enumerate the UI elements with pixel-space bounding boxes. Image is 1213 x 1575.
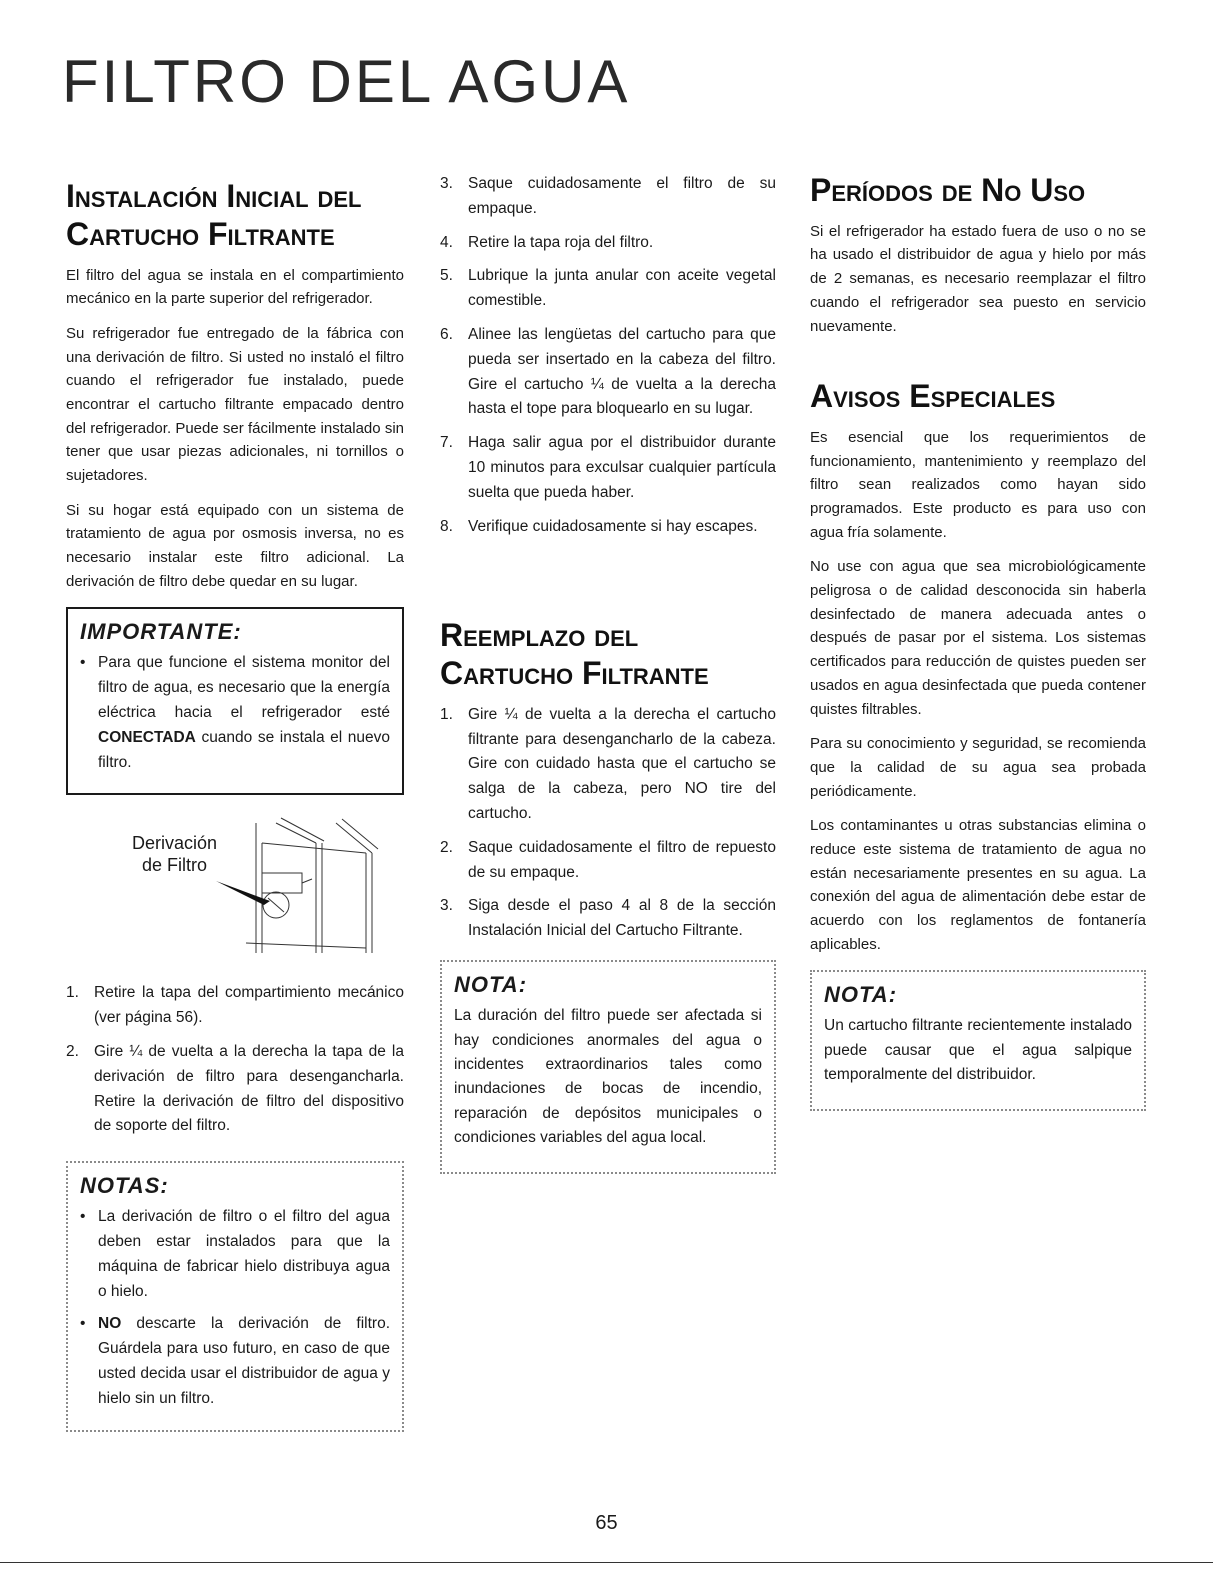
important-title: IMPORTANTE: <box>80 619 242 645</box>
bullet-icon: • <box>80 1208 86 1226</box>
notas-title: NOTAS: <box>80 1173 169 1199</box>
important-bold: CONECTADA <box>98 728 196 746</box>
paragraph: Es esencial que los requerimientos de funcionamiento, mantenimiento y reemplazo del filtro sean realizados como hayan sido programados. Este producto es para uso con agua fría solamente. <box>810 428 1146 541</box>
nota-title: NOTA: <box>454 972 528 998</box>
nota-text: La duración del filtro puede ser afectada si hay condiciones anormales del agua o incidentes extraordinarios tales como inundaciones de bocas de incendio, reparación de depósitos municipales o condiciones variables del agua local. <box>454 1007 762 1147</box>
paragraph: Si su hogar está equipado con un sistema de tratamiento de agua por osmosis inversa, no es necesario instalar este filtro adicional. La derivación de filtro debe quedar en su lugar. <box>66 501 404 590</box>
important-text-post: cuando se instala el nuevo filtro. <box>98 728 390 771</box>
installation-steps-1 <box>66 981 404 1139</box>
list-item: 8. Verifique cuidadosamente si hay escapes. <box>440 517 758 535</box>
footer-divider <box>0 1562 1213 1563</box>
column-2 <box>440 172 776 1174</box>
paragraph: No use con agua que sea microbiológicamente peligrosa o de calidad desconocida sin haberla desinfectado de manera adecuada antes o después de pasar por el sistema. Los sistemas certificados para reducción de quistes pueden ser usados en agua desinfectada que pueda contener quistes filtrables. <box>810 558 1146 718</box>
important-box <box>66 607 404 795</box>
paragraph: Para su conocimiento y seguridad, se recomienda que la calidad de su agua sea probada periódicamente. <box>810 735 1146 800</box>
section-heading-replacement: Reemplazo del Cartucho Filtrante <box>440 617 709 692</box>
list-item: 4. Retire la tapa roja del filtro. <box>440 233 654 251</box>
notas-box <box>66 1161 404 1431</box>
page-number: 65 <box>595 1512 618 1534</box>
list-item: 6. Alinee las lengüetas del cartucho para que pueda ser insertado en la cabeza del filtro. Gire el cartucho ¼ de vuelta a la derecha hasta el tope para bloquearlo en su lugar. <box>440 325 776 418</box>
filter-bypass-diagram <box>66 813 404 963</box>
section-heading-installation: Instalación Inicial del Cartucho Filtrante <box>66 178 362 252</box>
list-item: 5. Lubrique la junta anular con aceite vegetal comestible. <box>440 267 776 310</box>
installation-steps-2 <box>440 172 776 539</box>
nota-title: NOTA: <box>824 982 898 1008</box>
list-item: 1. Retire la tapa del compartimiento mecánico (ver página 56). <box>66 984 404 1027</box>
column-1 <box>66 170 404 1432</box>
paragraph: El filtro del agua se instala en el compartimiento mecánico en la parte superior del refrigerador. <box>66 266 404 308</box>
nota-box <box>440 960 776 1174</box>
notas-bullet: • La derivación de filtro o el filtro del agua deben estar instalados para que la máquina de fabricar hielo distribuya agua o hielo. <box>80 1205 390 1304</box>
page-title: FILTRO DEL AGUA <box>62 48 631 115</box>
bullet-icon: • <box>80 654 86 672</box>
nota-box <box>810 970 1146 1110</box>
paragraph: Los contaminantes u otras substancias elimina o reduce este sistema de tratamiento de agua no están necesariamente presentes en su agua. La conexión del agua de alimentación debe estar de acuerdo con los reglamentos de fontanería aplicables. <box>810 817 1146 953</box>
list-item: 3. Siga desde el paso 4 al 8 de la sección Instalación Inicial del Cartucho Filtrante. <box>440 897 776 940</box>
important-text-pre: Para que funcione el sistema monitor del filtro de agua, es necesario que la energía eléctrica hacia el refrigerador esté <box>98 654 390 722</box>
section-heading-special-notices: Avisos Especiales <box>810 378 1056 415</box>
list-item: 3. Saque cuidadosamente el filtro de su empaque. <box>440 175 776 217</box>
refrigerator-illustration <box>66 813 404 963</box>
notas-bullet: • NO descarte la derivación de filtro. Guárdela para uso futuro, en caso de que usted decida usar el distribuidor de agua y hielo sin un filtro. <box>80 1312 390 1411</box>
list-item: 7. Haga salir agua por el distribuidor durante 10 minutos para exculsar cualquier partícula suelta que pueda haber. <box>440 434 776 501</box>
list-item: 1. Gire ¼ de vuelta a la derecha el cartucho filtrante para desengancharlo de la cabeza. Gire con cuidado hasta que el cartucho se salga de la cabeza, pero NO tire del cartucho. <box>440 705 776 823</box>
paragraph: Su refrigerador fue entregado de la fábrica con una derivación de filtro. Si usted no instaló el filtro cuando el refrigerador fue instalado, puede encontrar el cartucho filtrante empacado dentro del refrigerador. Puede ser fácilmente instalado sin tener que usar piezas adicionales, ni tornillos o sujetadores. <box>66 324 404 484</box>
list-item: 2. Gire ¼ de vuelta a la derecha la tapa de la derivación de filtro para desengancharla. Retire la derivación de filtro del dispositivo de soporte del filtro. <box>66 1043 404 1135</box>
diagram-label: Derivación de Filtro <box>132 833 218 876</box>
column-3 <box>810 172 1146 1111</box>
section-heading-no-use: Períodos de No Uso <box>810 172 1086 208</box>
list-item: 2. Saque cuidadosamente el filtro de repuesto de su empaque. <box>440 838 776 881</box>
important-bullet <box>80 651 390 775</box>
bullet-icon: • <box>80 1315 86 1333</box>
replacement-steps <box>440 703 776 944</box>
paragraph: Si el refrigerador ha estado fuera de uso o no se ha usado el distribuidor de agua y hielo por más de 2 semanas, es necesario reemplazar el filtro cuando el refrigerador sea puesto en servicio nuevamente. <box>810 222 1146 335</box>
nota-text: Un cartucho filtrante recientemente instalado puede causar que el agua salpique temporalmente del distribuidor. <box>824 1017 1132 1084</box>
